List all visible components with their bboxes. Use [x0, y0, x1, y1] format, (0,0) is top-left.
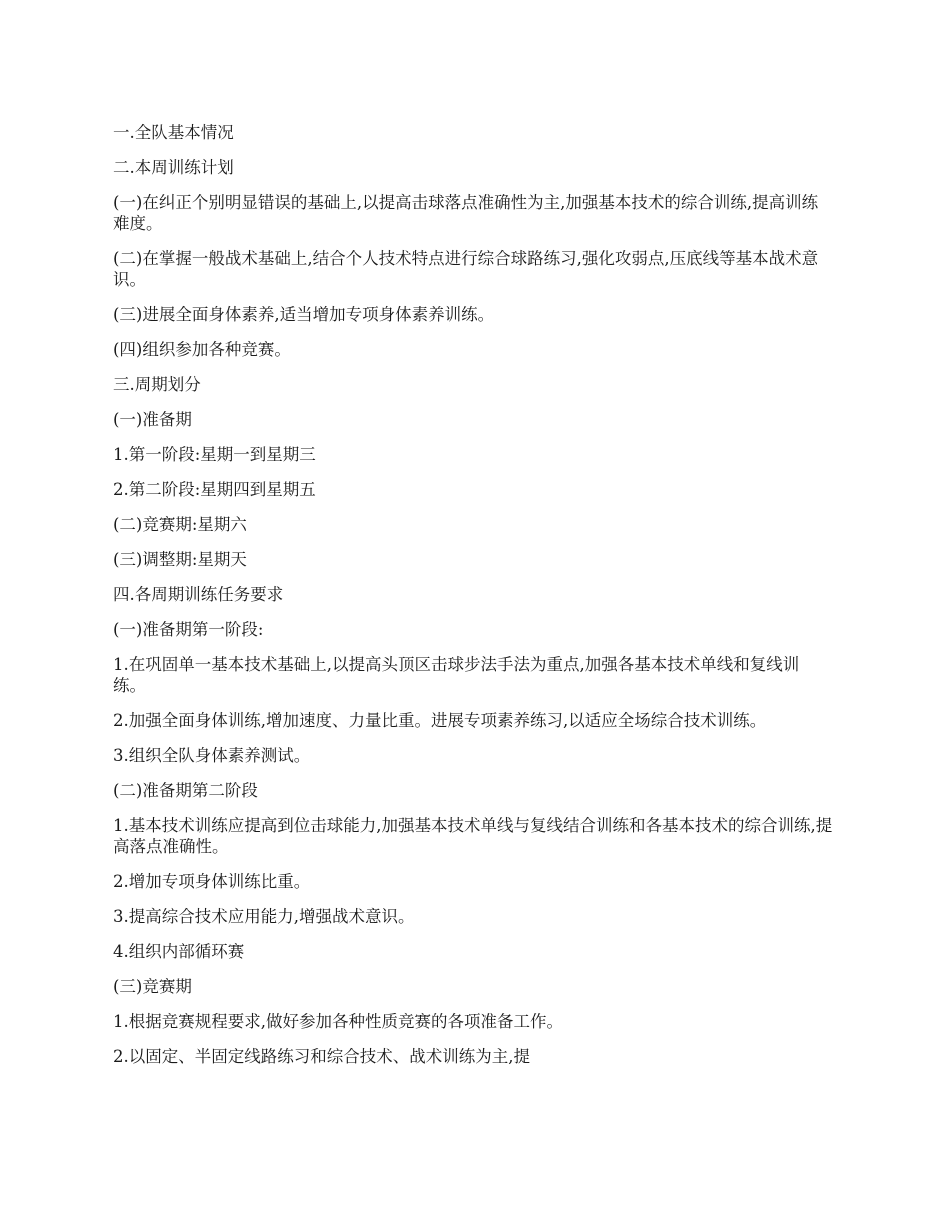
competition-item-1: 1.根据竞赛规程要求,做好参加各种性质竞赛的各项准备工作。 — [113, 1012, 563, 1031]
section-heading-team-overview: 一.全队基本情况 — [113, 123, 234, 142]
competition-item-2: 2.以固定、半固定线路练习和综合技术、战术训练为主,提 — [113, 1047, 530, 1066]
section-heading-weekly-plan: 二.本周训练计划 — [113, 158, 234, 177]
subheading-competition: (三)竞赛期 — [113, 977, 192, 996]
period-preparation: (一)准备期 — [113, 410, 192, 429]
prep-stage-2-item-3: 3.提高综合技术应用能力,增强战术意识。 — [113, 907, 415, 926]
section-heading-period-division: 三.周期划分 — [113, 375, 201, 394]
plan-item-2: (二)在掌握一般战术基础上,结合个人技术特点进行综合球路练习,强化攻弱点,压底线等基本战术意识。 — [113, 249, 819, 289]
prep-stage-2-item-1: 1.基本技术训练应提高到位击球能力,加强基本技术单线与复线结合训练和各基本技术的综合训练,提高落点准确性。 — [113, 816, 833, 856]
period-stage-1: 1.第一阶段:星期一到星期三 — [113, 445, 316, 464]
plan-item-4: (四)组织参加各种竞赛。 — [113, 340, 291, 359]
section-heading-period-tasks: 四.各周期训练任务要求 — [113, 585, 284, 604]
subheading-prep-stage-2: (二)准备期第二阶段 — [113, 781, 258, 800]
period-adjustment: (三)调整期:星期天 — [113, 550, 247, 569]
plan-item-3: (三)进展全面身体素养,适当增加专项身体素养训练。 — [113, 305, 495, 324]
prep-stage-1-item-1: 1.在巩固单一基本技术基础上,以提高头顶区击球步法手法为重点,加强各基本技术单线和复线训练。 — [113, 655, 800, 695]
plan-item-1: (一)在纠正个别明显错误的基础上,以提高击球落点准确性为主,加强基本技术的综合训练,提高训练难度。 — [113, 193, 819, 233]
period-stage-2: 2.第二阶段:星期四到星期五 — [113, 480, 316, 499]
prep-stage-1-item-3: 3.组织全队身体素养测试。 — [113, 746, 311, 765]
prep-stage-2-item-4: 4.组织内部循环赛 — [113, 942, 245, 961]
prep-stage-1-item-2: 2.加强全面身体训练,增加速度、力量比重。进展专项素养练习,以适应全场综合技术训练。 — [113, 711, 767, 730]
subheading-prep-stage-1: (一)准备期第一阶段: — [113, 620, 264, 639]
period-competition: (二)竞赛期:星期六 — [113, 515, 247, 534]
prep-stage-2-item-2: 2.增加专项身体训练比重。 — [113, 872, 311, 891]
document-page — [113, 122, 848, 1081]
